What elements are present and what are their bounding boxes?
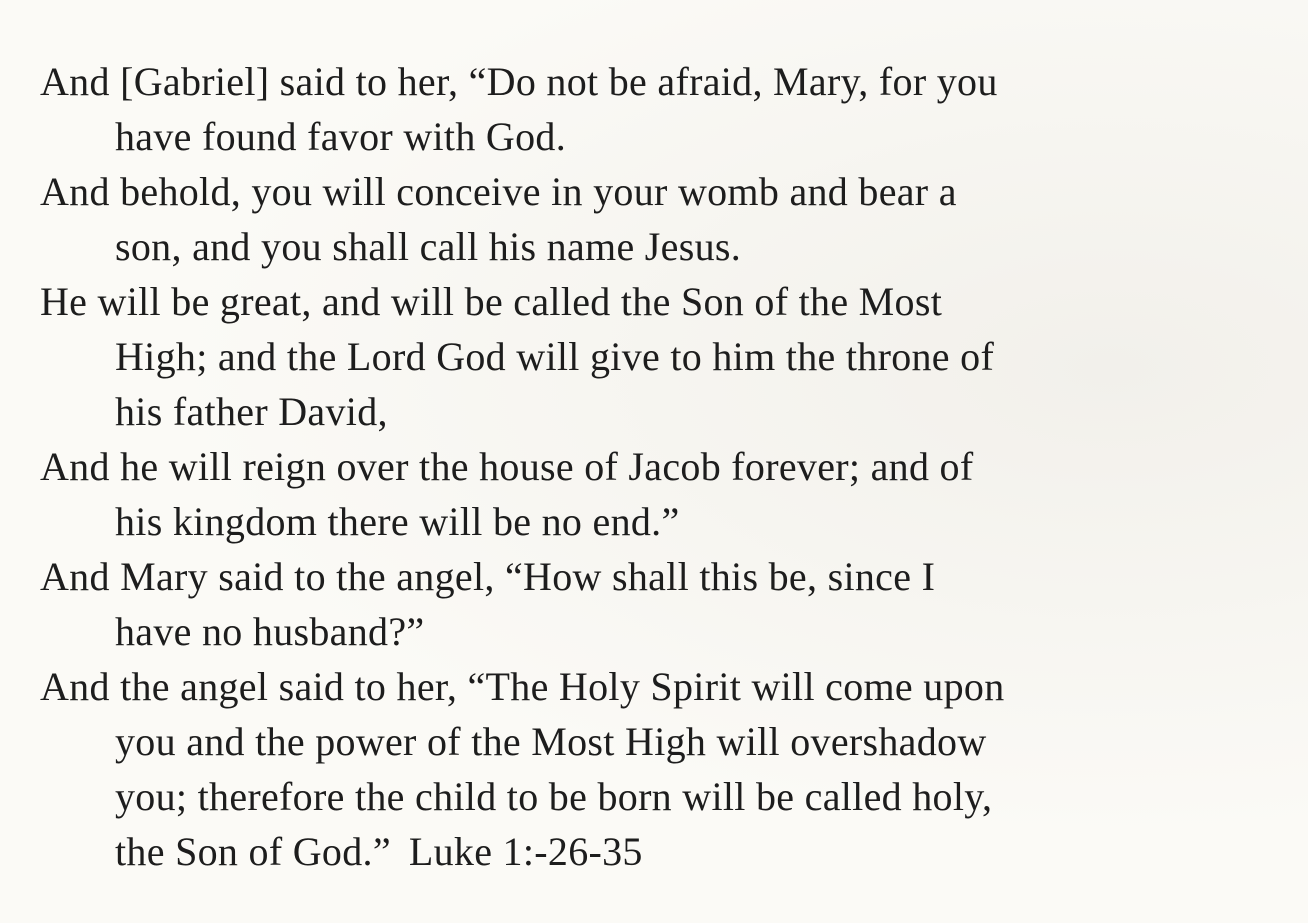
- verse-34: [40, 549, 1270, 659]
- verse-32: [40, 274, 1270, 439]
- verse-35: [40, 659, 1270, 879]
- verse-line: And he will reign over the house of Jacob forever; and of: [40, 444, 974, 489]
- verse-line: And Mary said to the angel, “How shall this be, since I: [40, 554, 936, 599]
- verse-line: And the angel said to her, “The Holy Spirit will come upon: [40, 664, 1005, 709]
- verse-line: his kingdom there will be no end.”: [115, 499, 680, 544]
- verse-33: [40, 439, 1270, 549]
- verse-line: And behold, you will conceive in your womb and bear a: [40, 169, 957, 214]
- verse-line: his father David,: [115, 389, 388, 434]
- verse-line: have found favor with God.: [115, 114, 567, 159]
- verse-line: you; therefore the child to be born will be called holy,: [115, 774, 993, 819]
- verse-line: you and the power of the Most High will overshadow: [115, 719, 987, 764]
- scripture-citation: Luke 1:-26-35: [408, 829, 643, 874]
- verse-line: have no husband?”: [115, 609, 425, 654]
- verse-line: He will be great, and will be called the Son of the Most: [40, 279, 943, 324]
- verse-list: [40, 54, 1270, 879]
- verse-26: [40, 54, 1270, 164]
- verse-line: High; and the Lord God will give to him the throne of: [115, 334, 995, 379]
- verse-line: the Son of God.”: [115, 829, 391, 874]
- verse-31: [40, 164, 1270, 274]
- verse-line: And [Gabriel] said to her, “Do not be afraid, Mary, for you: [40, 59, 998, 104]
- verse-line: son, and you shall call his name Jesus.: [115, 224, 742, 269]
